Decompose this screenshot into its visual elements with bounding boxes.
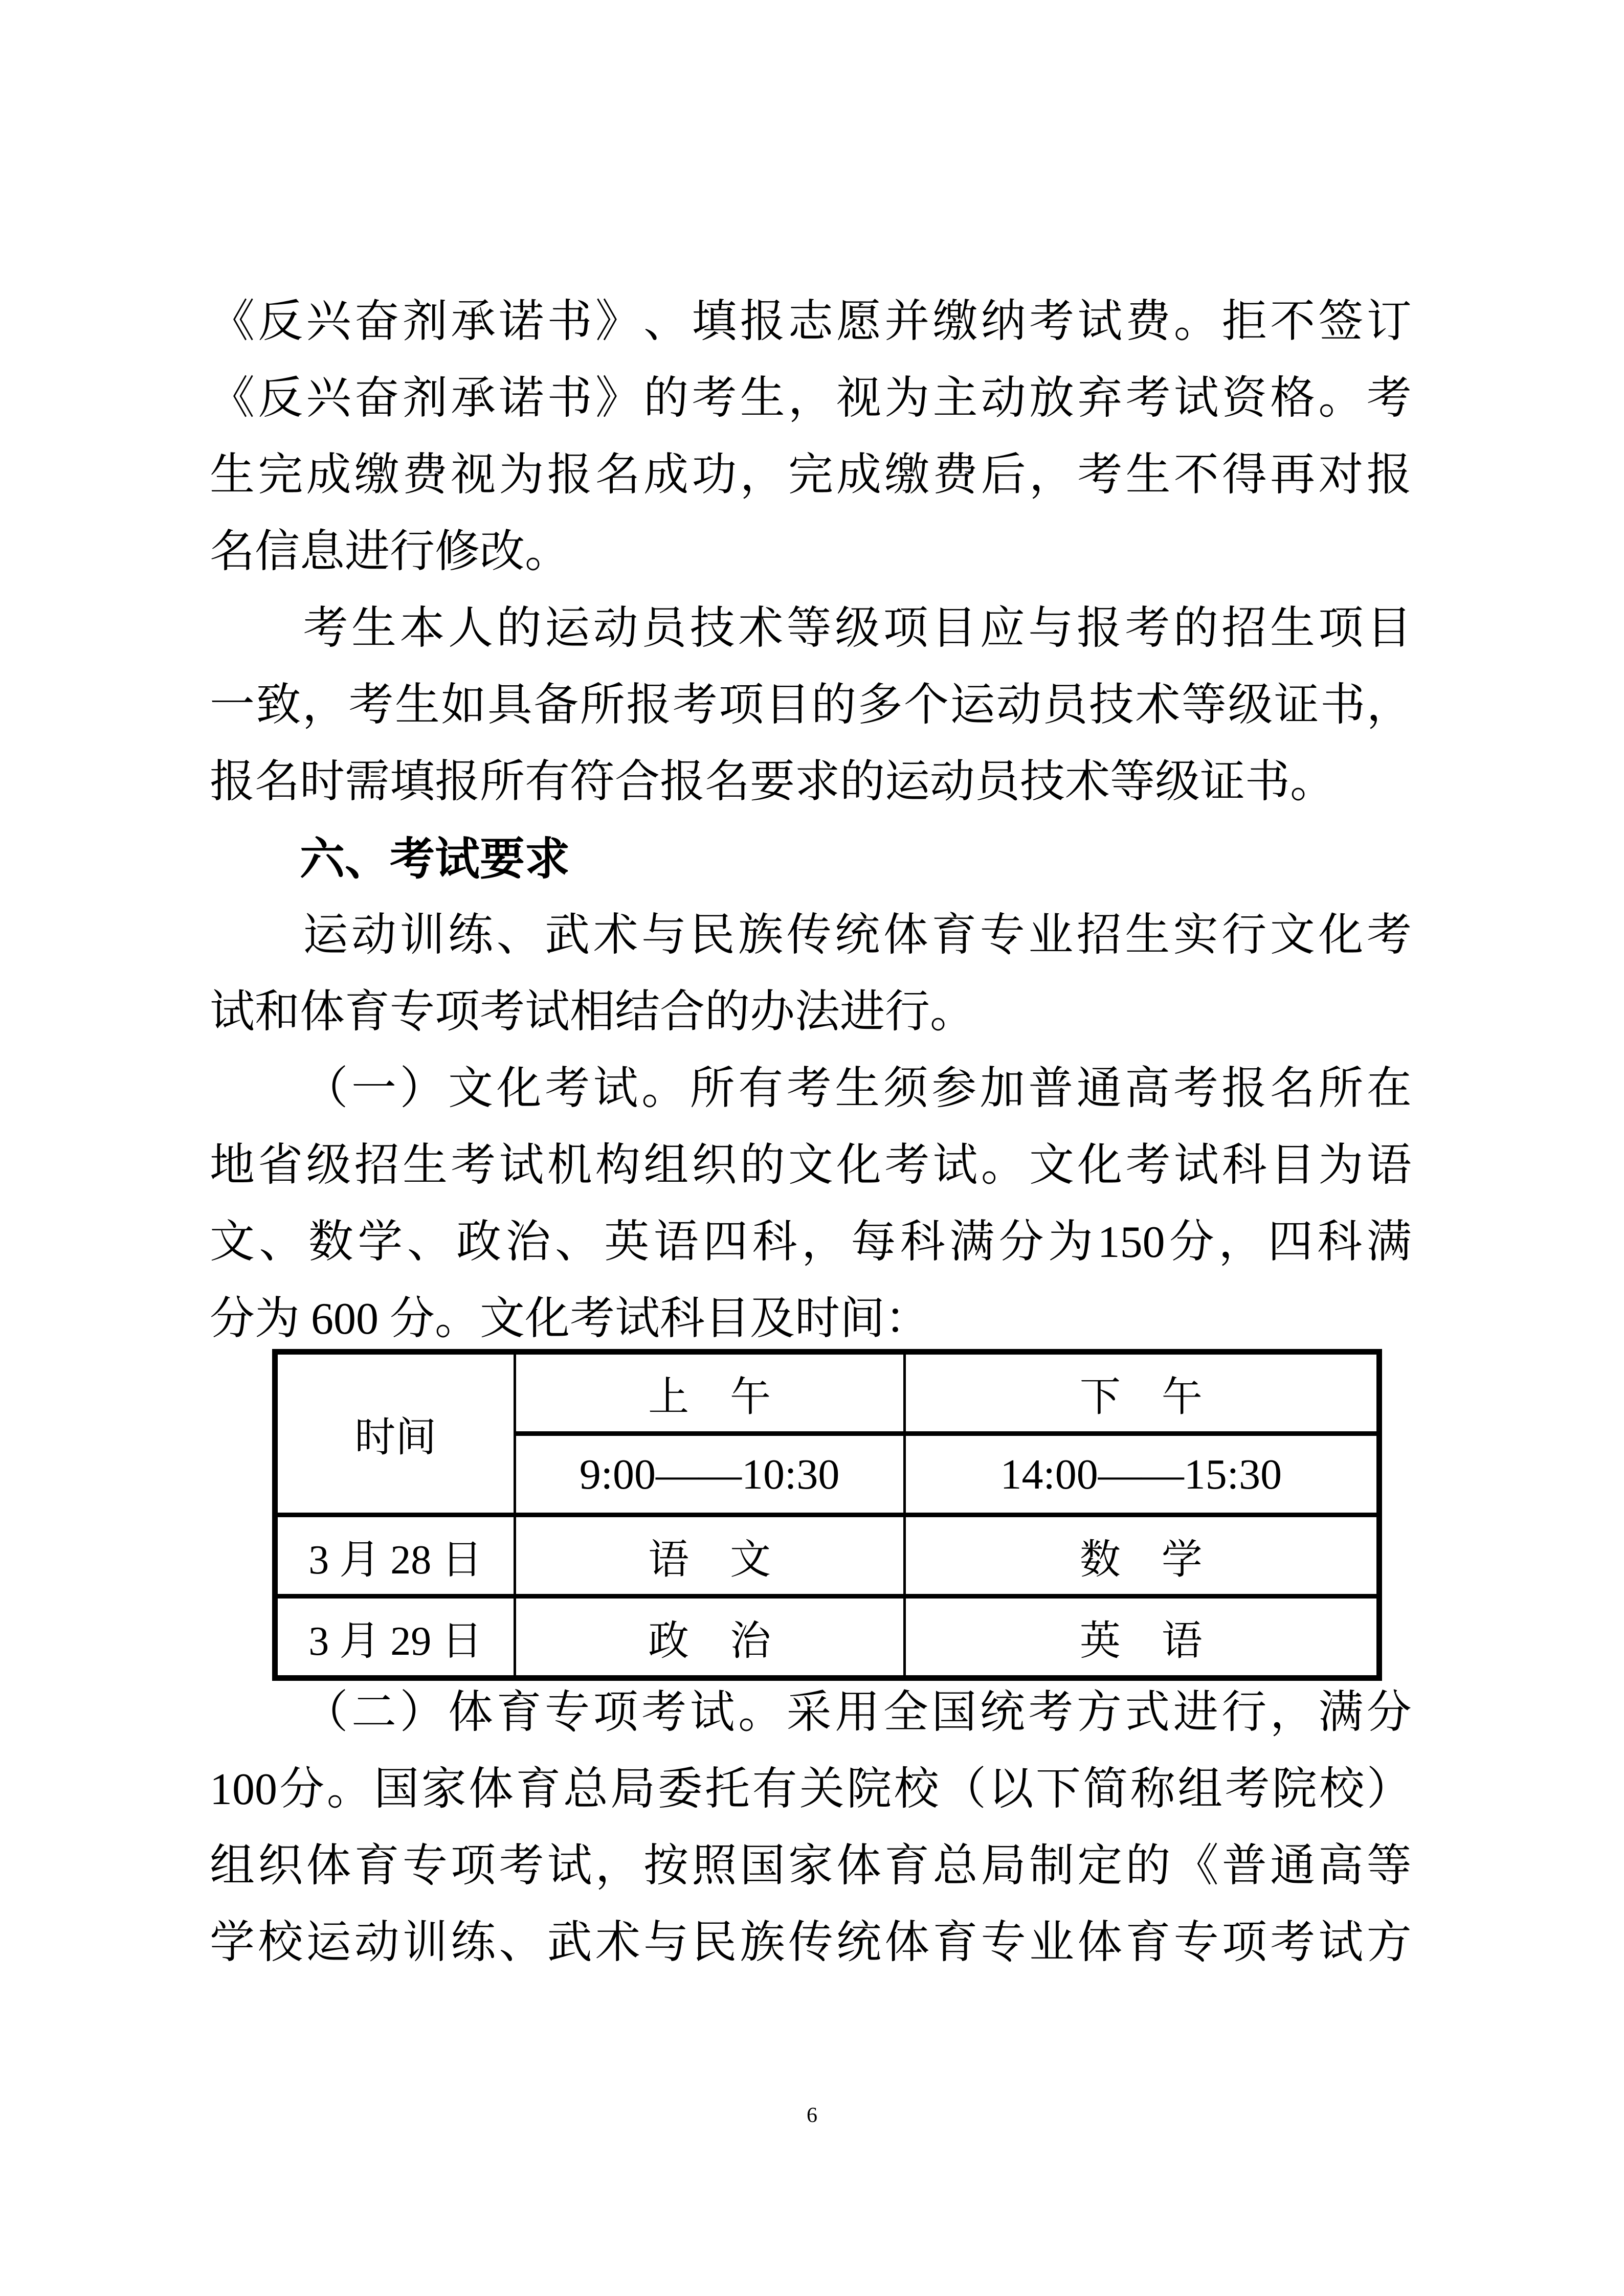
table-afternoon-time-cell: 14:00——15:30	[904, 1434, 1379, 1515]
text-line: 学 校 运 动 训 练 、 武 术 与 民 族 传 统 体 育 专 业 体 育 专 项 考 试 方	[210, 1918, 1412, 1968]
table-corner-header-cell: 时间	[275, 1352, 515, 1515]
text-line: 分为 600 分。文化考试科目及时间：	[210, 1294, 930, 1344]
text-line: 试和体育专项考试相结合的办法进行。	[210, 987, 975, 1037]
text-line: 一 致 ， 考 生 如 具 备 所 报 考 项 目 的 多 个 运 动 员 技 术 等 级 证 书 ，	[210, 681, 1412, 730]
text-line: 名信息进行修改。	[210, 527, 570, 577]
text-line: 考 生 本 人 的 运 动 员 技 术 等 级 项 目 应 与 报 考 的 招 生 项 目	[303, 604, 1412, 654]
text-line: （ 一 ） 文 化 考 试 。 所 有 考 生 须 参 加 普 通 高 考 报 名 所 在	[303, 1064, 1412, 1114]
text-line: 报名时需填报所有符合报名要求的运动员技术等级证书。	[210, 757, 1336, 807]
body-text-block-after-table	[210, 1675, 1412, 1982]
text-line: 100 分 。 国 家 体 育 总 局 委 托 有 关 院 校 （ 以 下 简 称 组 考 院 校 ）	[210, 1765, 1412, 1814]
exam-schedule-table	[272, 1349, 1382, 1681]
text-line: 组 织 体 育 专 项 考 试 ， 按 照 国 家 体 育 总 局 制 定 的 《 普 通 高 等	[210, 1841, 1412, 1891]
table-subject-cell: 政 治	[515, 1596, 904, 1678]
table-date-cell: 3 月 29 日	[275, 1596, 515, 1678]
table-header-row	[275, 1352, 1380, 1434]
body-text-block-before-table	[210, 284, 1412, 1358]
text-line: 运 动 训 练 、 武 术 与 民 族 传 统 体 育 专 业 招 生 实 行 文 化 考	[303, 911, 1412, 960]
table-row	[275, 1596, 1380, 1678]
text-line: 《 反 兴 奋 剂 承 诺 书 》 的 考 生 ， 视 为 主 动 放 弃 考 试 资 格 。 考	[210, 374, 1412, 423]
table-subject-cell: 英 语	[904, 1596, 1379, 1678]
table-row	[275, 1515, 1380, 1596]
text-line: 《 反 兴 奋 剂 承 诺 书 》 、 填 报 志 愿 并 缴 纳 考 试 费 。 拒 不 签 订	[210, 297, 1412, 347]
table-date-cell: 3 月 28 日	[275, 1515, 515, 1596]
page-number: 6	[807, 2104, 817, 2127]
table-subject-cell: 数 学	[904, 1515, 1379, 1596]
text-line: 地 省 级 招 生 考 试 机 构 组 织 的 文 化 考 试 。 文 化 考 试 科 目 为 语	[210, 1141, 1412, 1190]
section-heading-line: 六、考试要求	[300, 834, 570, 884]
text-line: 文 、 数 学 、 政 治 、 英 语 四 科 ， 每 科 满 分 为 150 分 ， 四 科 满	[210, 1218, 1412, 1267]
table-subject-cell: 语 文	[515, 1515, 904, 1596]
text-line: 生 完 成 缴 费 视 为 报 名 成 功 ， 完 成 缴 费 后 ， 考 生 不 得 再 对 报	[210, 451, 1412, 500]
table-afternoon-header-cell: 下 午	[904, 1352, 1379, 1434]
table-morning-time-cell: 9:00——10:30	[515, 1434, 904, 1515]
text-line: （ 二 ） 体 育 专 项 考 试 。 采 用 全 国 统 考 方 式 进 行 ， 满 分	[303, 1688, 1412, 1738]
table-morning-header-cell: 上 午	[515, 1352, 904, 1434]
